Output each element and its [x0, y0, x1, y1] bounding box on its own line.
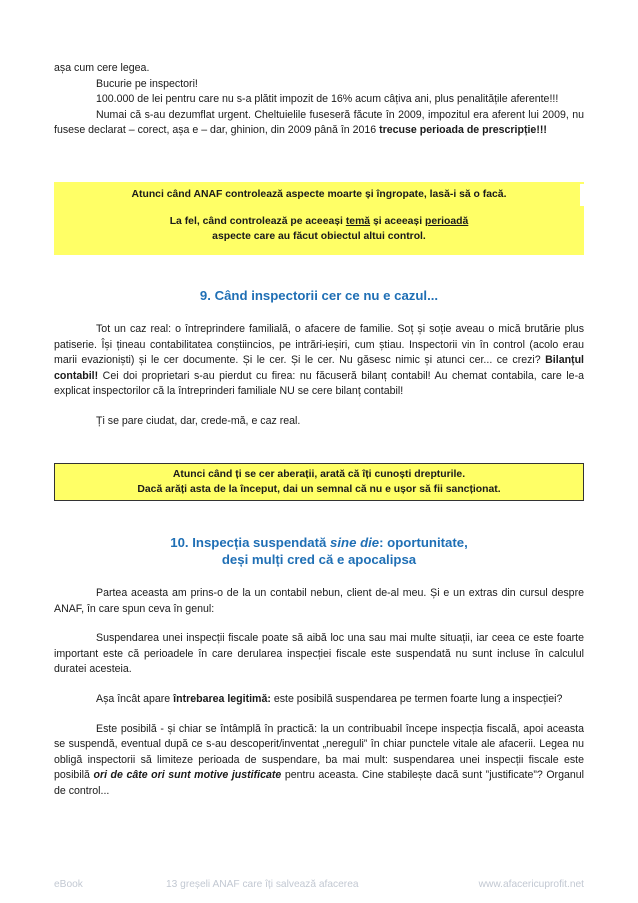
paragraph: Ți se pare ciudat, dar, crede-mă, e caz real.: [96, 414, 301, 427]
box-line: Atunci când ANAF controlează aspecte moarte și îngropate, lasă-i să o facă.: [131, 189, 507, 200]
paragraph: [54, 108, 584, 139]
paragraph: [54, 692, 584, 708]
text-run: Așa încât apare: [96, 692, 174, 705]
section-heading: [54, 534, 584, 568]
box-line: aspecte care au făcut obiectul altui control.: [212, 231, 426, 242]
footer-label: eBook: [54, 879, 83, 890]
underlined-text: perioadă: [424, 216, 469, 227]
paragraph: [54, 722, 584, 800]
text-run: și aceeași: [370, 216, 425, 227]
emphasis-text: întrebarea legitimă:: [173, 692, 271, 705]
emphasis-text: trecuse perioada de prescripție!!!: [379, 124, 547, 137]
highlight-box: [54, 182, 584, 255]
paragraph: Bucurie pe inspectori!: [96, 77, 198, 90]
text-run: : oportunitate,: [379, 535, 468, 550]
paragraph: [54, 322, 584, 400]
text-run: Tot un caz real: o întreprindere familială, o afacere de familie. Soț și soție aveau o mică brutărie plus patiserie. Își țineau contabilitatea conștiincios, pe intrări-ieșiri, cum știau. Inspectorii vin în control (acolo erau marii evazioniști) și le cer documente. Și le cer. Și le cer. Nu găsesc nimic și atunci cer... ce crezi?: [54, 323, 584, 367]
paragraph: 100.000 de lei pentru care nu s-a plătit impozit de 16% acum câțiva ani, plus penalitățile aferente!!!: [96, 93, 559, 106]
heading-line: deși mulți cred că e apocalipsa: [221, 552, 417, 567]
text-run: este posibilă suspendarea pe termen foarte lung a inspecției?: [270, 692, 563, 705]
text-run: Cei doi proprietari s-au pierdut cu firea: nu făcuseră bilanț contabil! Au chemat contabila, care le-a explicat inspectorilor că la întreprinderi familiale NU se cere bilanț contabil!: [54, 369, 584, 398]
text-run: 10. Inspecția suspendată: [170, 535, 331, 550]
box-line: Atunci când ți se cer aberații, arată că îți cunoști drepturile.: [172, 469, 466, 480]
underlined-text: temă: [345, 216, 371, 227]
text-run: Numai că s-au dezumflat urgent. Cheltuielile fuseseră făcute în 2009, impozitul era aferent lui 2009, nu fusese declarat – corect, așa e – dar, ghinion, din 2009 până în 2016: [54, 108, 584, 137]
emphasis-text: ori de câte ori sunt motive justificate: [93, 769, 282, 782]
emphasis-text: Bilanțul contabil!: [54, 354, 584, 382]
box-line: Dacă arăți asta de la început, dai un semnal că nu e ușor să fii sancționat.: [137, 484, 501, 495]
paragraph: Suspendarea unei inspecții fiscale poate să aibă loc una sau mai multe situații, iar ceea ce este foarte important este că perioadele în care derularea inspecției fiscale este suspendată nu sunt incluse în calculul duratei acesteia.: [54, 632, 584, 676]
paragraph: așa cum cere legea.: [54, 62, 150, 74]
section-10-body: [54, 586, 584, 800]
text-run: La fel, când controlează pe aceeași: [169, 216, 346, 227]
box-line: [54, 214, 584, 229]
text-run: pentru aceasta. Cine stabilește dacă sunt ”justificate”? Organul de control...: [54, 769, 585, 797]
footer-url: www.afacericuprofit.net: [478, 879, 584, 890]
highlight-box: [54, 463, 584, 501]
section-9-body: [54, 322, 584, 430]
italic-text: sine die: [330, 535, 380, 550]
footer-title: 13 greșeli ANAF care îți salvează afacerea: [166, 879, 359, 890]
section-heading: 9. Când inspectorii cer ce nu e cazul...: [199, 288, 439, 303]
top-text: [54, 61, 584, 139]
heading-line: [54, 534, 584, 551]
text-run: Este posibilă - și chiar se întâmplă în practică: la un contribuabil începe inspecția fiscală, apoi aceasta se suspendă, eventual după ce s-au descoperit/inventat „nereguli” în chiar punctele vitale ale afacerii. Legea nu obligă inspectorii să limiteze perioada de suspendare, ba mai mult: suspendarea unei inspecții fiscale este posibilă: [54, 722, 584, 782]
paragraph: Partea aceasta am prins-o de la un contabil nebun, client de-al meu. Și e un extras din cursul despre ANAF, în care spun ceva în genul:: [54, 587, 584, 615]
